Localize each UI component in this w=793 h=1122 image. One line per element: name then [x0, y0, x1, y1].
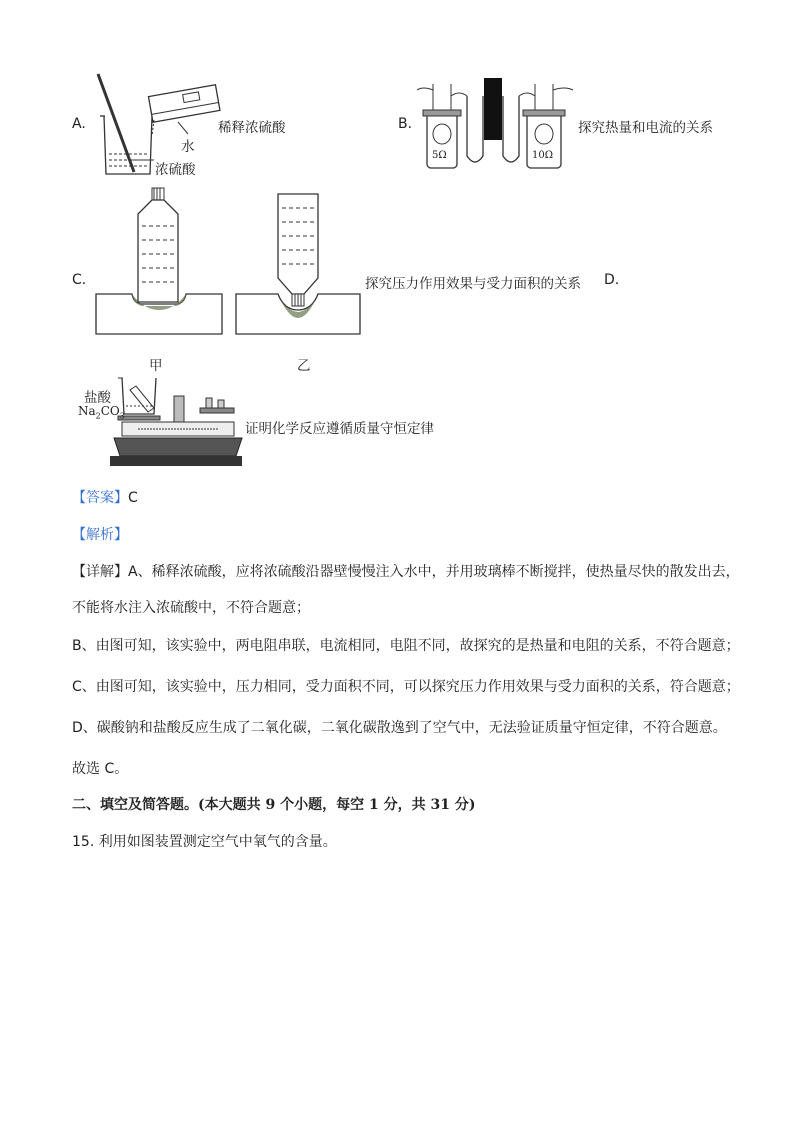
- option-c-caption: 探究压力作用效果与受力面积的关系: [365, 276, 581, 292]
- label-yi: 乙: [297, 358, 311, 374]
- question-15: [72, 832, 337, 852]
- option-c-letter: C.: [72, 272, 87, 288]
- label-jia: 甲: [149, 358, 163, 374]
- analysis-label: 【解析】: [72, 527, 128, 543]
- explanation-line-b: B、由图可知，该实验中，两电阻串联，电流相同，电阻不同，故探究的是热量和电阻的关系，不符合题意；: [72, 638, 740, 654]
- label-sodium-carbonate: $Na_2CO_3$: [78, 404, 125, 421]
- detail-label: 【详解】: [72, 564, 128, 580]
- label-water: 水: [181, 139, 195, 155]
- question-text: 利用如图装置测定空气中氧气的含量。: [98, 834, 337, 850]
- explanation-line-a2: 不能将水注入浓硫酸中，不符合题意；: [72, 600, 310, 616]
- label-resistor-10: 10Ω: [532, 150, 554, 161]
- option-b-letter: B.: [398, 116, 413, 132]
- answer-line: [72, 488, 138, 508]
- label-resistor-5: 5Ω: [432, 150, 447, 161]
- pressure-diagram: [94, 186, 364, 338]
- question-number: 15.: [72, 834, 95, 850]
- option-a-caption: 稀释浓硫酸: [218, 120, 286, 136]
- label-concentrated-acid: 浓硫酸: [155, 162, 196, 178]
- explanation-line-d: D、碳酸钠和盐酸反应生成了二氧化碳，二氧化碳散逸到了空气中，无法验证质量守恒定律，不符合题意。: [72, 720, 727, 736]
- conclusion: 故选 C。: [72, 761, 129, 777]
- option-a-letter: A.: [72, 116, 86, 132]
- answer-value: C: [128, 490, 138, 506]
- option-b-caption: 探究热量和电流的关系: [578, 120, 713, 136]
- section-title: 二、填空及简答题。(本大题共 9 个小题，每空 1 分，共 31 分): [72, 797, 476, 813]
- balance-diagram: [108, 372, 242, 472]
- answer-label: 【答案】: [72, 490, 128, 506]
- explanation-line-a1: 【详解】A、稀释浓硫酸，应将浓硫酸沿器壁慢慢注入水中，并用玻璃棒不断搅拌，使热量尽快的散发出去，: [72, 564, 740, 580]
- option-d-letter: D.: [604, 272, 620, 288]
- option-d-caption: 证明化学反应遵循质量守恒定律: [245, 421, 434, 437]
- label-hydrochloric-acid: 盐酸: [84, 390, 111, 406]
- explanation-line-c: C、由图可知，该实验中，压力相同，受力面积不同，可以探究压力作用效果与受力面积的关系，符合题意；: [72, 679, 740, 695]
